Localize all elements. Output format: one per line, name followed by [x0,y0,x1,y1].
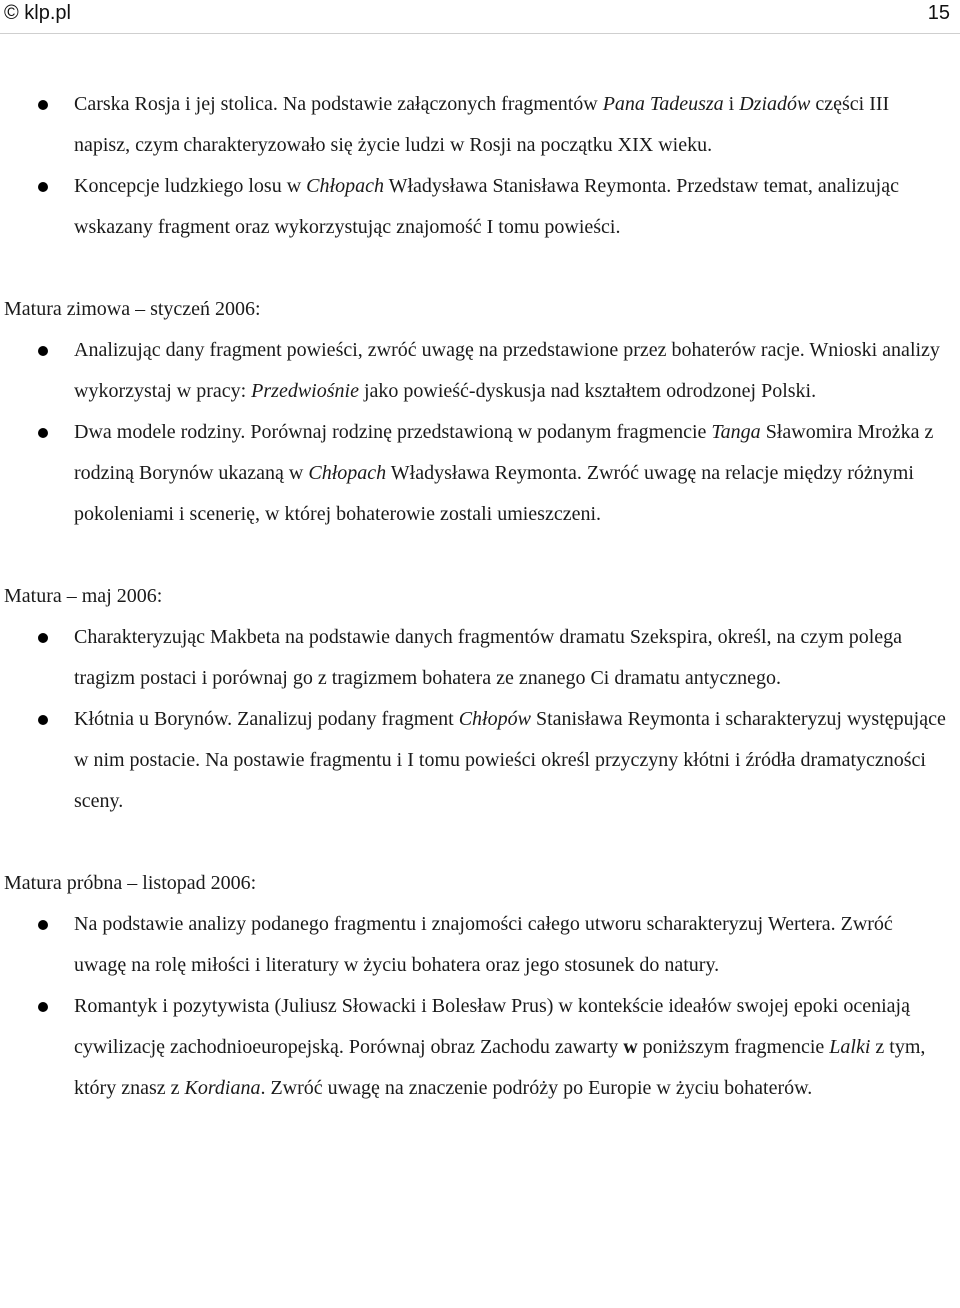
title-pan-tadeusz: Pana Tadeusza [602,93,724,115]
title-kordian: Kordiana [184,1077,261,1099]
list-item: Dwa modele rodziny. Porównaj rodzinę przedstawioną w podanym fragmencie Tanga Sławomira Mrożka z rodziną Borynów ukazaną w Chłopach Władysława Reymonta. Zwróć uwagę na relacje między różnymi pokoleniami i scenerię, w której bohaterowie zostali umieszczeni. [0,412,950,535]
bullet-icon [38,920,48,930]
section-heading-zimowa: Matura zimowa – styczeń 2006: [4,298,261,320]
section-heading-probna: Matura próbna – listopad 2006: [4,872,257,894]
probna-topic-list [0,904,950,1109]
bullet-icon [38,1002,48,1012]
title-chlopi: Chłopach [308,462,387,484]
site-brand: © klp.pl [4,2,71,24]
bullet-icon [38,715,48,725]
list-item: Na podstawie analizy podanego fragmentu i znajomości całego utworu scharakteryzuj Wertera. Zwróć uwagę na rolę miłości i literatury w życiu bohatera oraz jego stosunek do natury. [0,904,950,986]
intro-topic-list [0,84,950,248]
list-item: Kłótnia u Borynów. Zanalizuj podany fragment Chłopów Stanisława Reymonta i scharakteryzuj występujące w nim postacie. Na postawie fragmentu i I tomu powieści określ przyczyny kłótni i źródła dramatyczności sceny. [0,699,950,822]
document-body [0,84,950,1109]
list-item: Koncepcje ludzkiego losu w Chłopach Władysława Stanisława Reymonta. Przedstaw temat, analizując wskazany fragment oraz wykorzystując znajomość I tomu powieści. [0,166,950,248]
page-header [0,0,960,36]
list-item: Analizując dany fragment powieści, zwróć uwagę na przedstawione przez bohaterów racje. Wnioski analizy wykorzystaj w pracy: Przedwiośnie jako powieść-dyskusja nad kształtem odrodzonej Polski. [0,330,950,412]
title-chlopow: Chłopów [458,708,531,730]
bullet-icon [38,100,48,110]
title-przedwiosnie: Przedwiośnie [251,380,359,402]
bold-word: w [623,1036,638,1058]
bullet-icon [38,633,48,643]
page-number: 15 [927,2,950,24]
list-item: Carska Rosja i jej stolica. Na podstawie załączonych fragmentów Pana Tadeusza i Dziadów części III napisz, czym charakteryzowało się życie ludzi w Rosji na początku XIX wieku. [0,84,950,166]
maj-topic-list [0,617,950,822]
title-lalka: Lalki [829,1036,871,1058]
zimowa-topic-list [0,330,950,535]
list-item: Romantyk i pozytywista (Juliusz Słowacki i Bolesław Prus) w kontekście ideałów swojej epoki oceniają cywilizację zachodnioeuropejską. Porównaj obraz Zachodu zawarty w poniższym fragmencie Lalki z tym, który znasz z Kordiana. Zwróć uwagę na znaczenie podróży po Europie w życiu bohaterów. [0,986,950,1109]
bullet-icon [38,182,48,192]
bullet-icon [38,346,48,356]
section-heading-maj: Matura – maj 2006: [4,585,163,607]
list-item: Charakteryzując Makbeta na podstawie danych fragmentów dramatu Szekspira, określ, na czym polega tragizm postaci i porównaj go z tragizmem bohatera ze znanego Ci dramatu antycznego. [0,617,950,699]
title-tango: Tanga [711,421,761,443]
title-dziady: Dziadów [739,93,811,115]
title-chlopi: Chłopach [306,175,384,197]
bullet-icon [38,428,48,438]
header-divider [0,33,960,34]
